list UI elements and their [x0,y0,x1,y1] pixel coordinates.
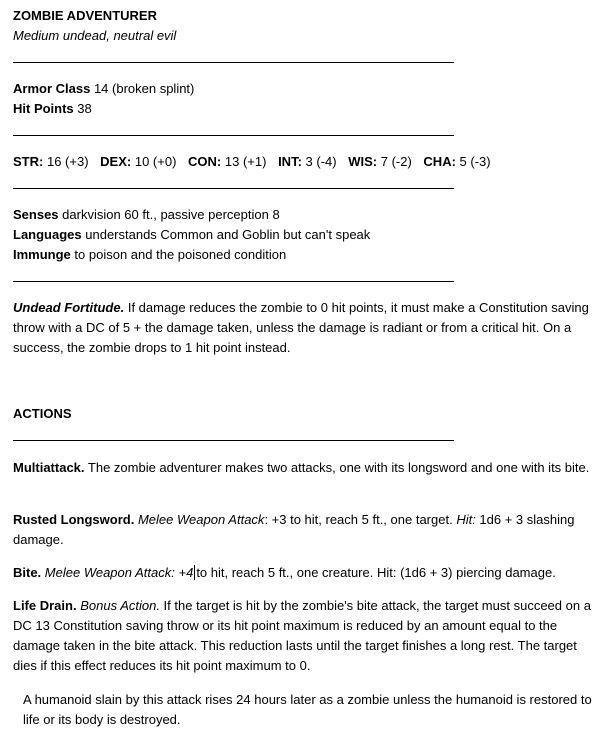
immunities: Immunge to poison and the poisoned condition [13,247,287,262]
rusted-longsword-action: Rusted Longsword. Melee Weapon Attack: +3 to hit, reach 5 ft., one target. Hit: 1d6 + 3 slashing damage. [13,512,575,547]
ability-value-wis: 7 (-2) [380,154,412,169]
ability-value-cha: 5 (-3) [459,154,491,169]
divider [13,281,454,282]
senses: Senses darkvision 60 ft., passive perception 8 [13,207,280,222]
ability-scores [13,152,491,172]
ability-value-str: 16 (+3) [46,154,89,169]
ability-label-con: CON: [188,154,222,169]
ability-value-int: 3 (-4) [305,154,337,169]
humanoid-slain-note: A humanoid slain by this attack rises 24 hours later as a zombie unless the humanoid is restored to life or its body is destroyed. [23,692,592,727]
monster-name: ZOMBIE ADVENTURER [13,8,157,23]
divider [13,62,454,63]
ability-label-cha: CHA: [423,154,456,169]
undead-fortitude-trait: Undead Fortitude. If damage reduces the zombie to 0 hit points, it must make a Constitution saving throw with a DC of 5 + the damage taken, unless the damage is radiant or from a critical hit. On a success, the zombie drops to 1 hit point instead. [13,300,589,355]
divider [13,188,454,189]
ability-label-dex: DEX: [100,154,132,169]
hit-points: Hit Points 38 [13,101,92,116]
ability-label-str: STR: [13,154,44,169]
monster-type: Medium undead, neutral evil [13,28,177,43]
ability-label-wis: WIS: [348,154,378,169]
languages: Languages understands Common and Goblin but can't speak [13,227,371,242]
multiattack-action: Multiattack. The zombie adventurer makes two attacks, one with its longsword and one with its bite. [13,460,590,475]
life-drain-action: Life Drain. Bonus Action. If the target is hit by the zombie's bite attack, the target must succeed on a DC 13 Constitution saving throw or its hit point maximum is reduced by an amount equal to the damage taken in the bite attack. This reduction lasts until the target finishes a long rest. The target dies if this effect reduces its hit point maximum to 0. [13,598,591,673]
divider [13,135,454,136]
bite-action: Bite. Melee Weapon Attack: +4 to hit, reach 5 ft., one creature. Hit: (1d6 + 3) piercing damage. [13,565,556,580]
divider [13,440,454,441]
ability-value-con: 13 (+1) [224,154,267,169]
ability-value-dex: 10 (+0) [134,154,177,169]
actions-heading: ACTIONS [13,406,72,421]
ability-label-int: INT: [278,154,302,169]
armor-class: Armor Class 14 (broken splint) [13,81,195,96]
